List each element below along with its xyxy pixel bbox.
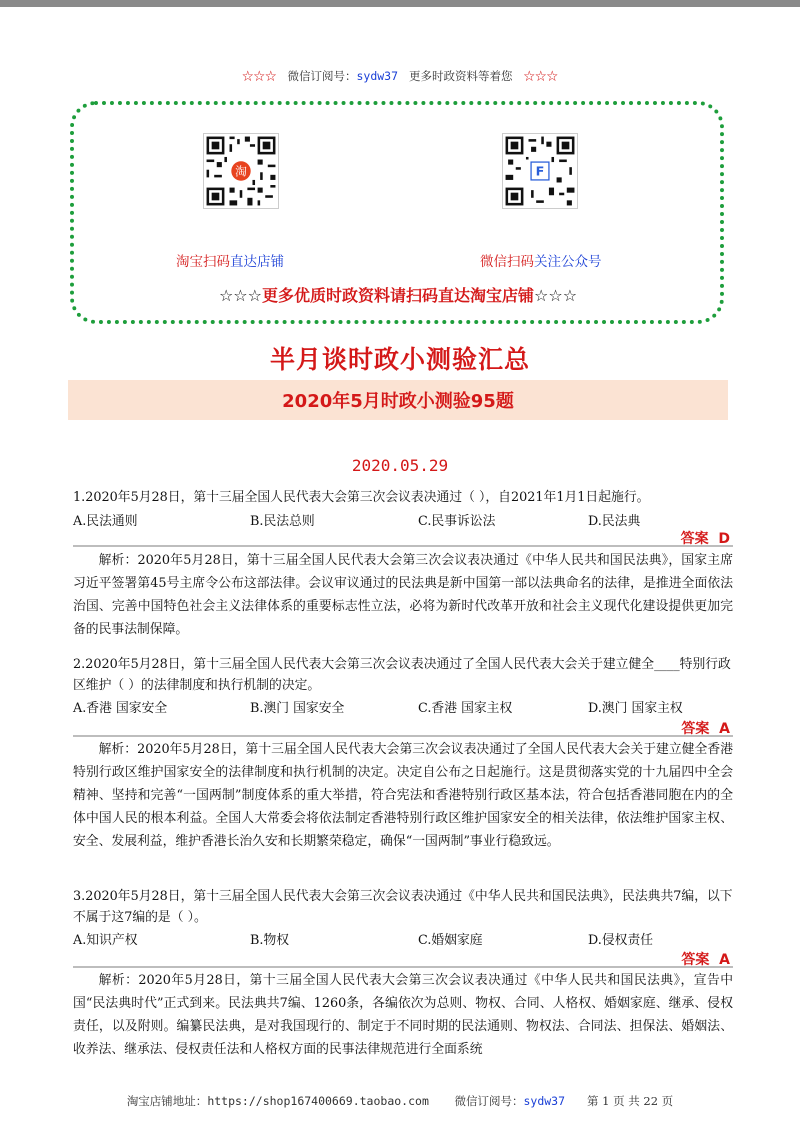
footer-shop-label: 淘宝店铺地址：	[126, 1094, 208, 1108]
option: B.民法总则	[250, 514, 315, 529]
answer-line	[560, 528, 730, 548]
answer-label: 答案	[681, 952, 710, 968]
stars-left: ☆☆☆	[242, 69, 277, 83]
top-bar	[0, 0, 800, 7]
promo-stars-right: ☆☆☆	[534, 286, 578, 305]
answer-label: 答案	[680, 531, 709, 547]
explanation: 解析：2020年5月28日，第十三届全国人民代表大会第三次会议表决通过了全国人民代表大会关于建立健全香港特别行政区维护国家安全的法律制度和执行机制的决定。决定自公布之日起施行。这是贯彻落实党的十九届四中全会精神、坚持和完善“一国两制”制度体系的重大举措，符合宪法和香港特别行政区基本法，符合包括香港同胞在内的全体中国人民的根本利益。全国人大常委会将依法制定香港特别行政区维护国家安全的相关法律，依法维护国家主权、安全、发展利益，维护香港长治久安和长期繁荣稳定，确保“一国两制”事业行稳致远。	[73, 742, 733, 849]
option: A.香港 国家安全	[73, 701, 168, 716]
wechat-badge: F	[535, 164, 545, 180]
question-options	[73, 697, 733, 717]
question-stem: 3.2020年5月28日，第十三届全国人民代表大会第三次会议表决通过《中华人民共和国民法典》，民法典共7编，以下不属于这7编的是（ ）。	[73, 889, 733, 925]
caption-red: 微信扫码	[480, 254, 534, 270]
answer-value: A	[719, 721, 730, 737]
qr-code-icon	[503, 134, 577, 208]
taobao-caption	[176, 250, 316, 270]
wechat-qr-code[interactable]	[502, 133, 578, 209]
option: C.香港 国家主权	[418, 701, 513, 716]
header-more: 更多时政资料等着您	[409, 69, 513, 83]
answer-value: A	[719, 952, 730, 968]
option: D.民法典	[588, 514, 641, 529]
promo-stars-left: ☆☆☆	[218, 286, 262, 305]
header-text: 微信订阅号：	[287, 69, 357, 83]
option: B.物权	[250, 933, 290, 948]
option: A.民法通则	[73, 514, 138, 529]
caption-blue: 直达店铺	[230, 254, 284, 270]
answer-line	[560, 949, 730, 969]
answer-value: D	[718, 531, 730, 547]
taobao-badge: 淘	[235, 164, 247, 179]
footer-sub-label: 微信订阅号：	[454, 1094, 524, 1108]
answer-label: 答案	[681, 721, 710, 737]
wechat-caption	[480, 250, 640, 270]
caption-red: 淘宝扫码	[176, 254, 230, 270]
stars-right: ☆☆☆	[523, 69, 558, 83]
option: A.知识产权	[73, 933, 138, 948]
question-options	[73, 929, 733, 949]
page-subtitle: 2020年5月时政小测验95题	[282, 391, 514, 412]
footer-shop-url[interactable]: https://shop167400669.taobao.com	[207, 1094, 429, 1108]
question-stem: 2.2020年5月28日，第十三届全国人民代表大会第三次会议表决通过了全国人民代表大会关于建立健全____特别行政区维护（ ）的法律制度和执行机制的决定。	[73, 657, 731, 693]
date-label: 2020.05.29	[351, 456, 449, 475]
header-line	[0, 68, 800, 84]
footer-sub-account: sydw37	[523, 1094, 566, 1108]
qr-code-icon	[204, 134, 278, 208]
option: C.婚姻家庭	[418, 933, 483, 948]
header-account: sydw37	[356, 69, 399, 83]
answer-line	[560, 718, 730, 738]
explanation: 解析：2020年5月28日，第十三届全国人民代表大会第三次会议表决通过《中华人民共和国民法典》，国家主席习近平签署第45号主席令公布这部法律。会议审议通过的民法典是新中国第一部以法典命名的法律，是推进全面依法治国、完善中国特色社会主义法律体系的重要标志性立法，必将为新时代改革开放和社会主义现代化建设提供更加完备的民事法制保障。	[73, 553, 733, 637]
taobao-qr-code[interactable]	[203, 133, 279, 209]
footer-page-number: 第 1 页 共 22 页	[586, 1094, 674, 1108]
promo-line	[80, 283, 716, 306]
explanation: 解析：2020年5月28日，第十三届全国人民代表大会第三次会议表决通过《中华人民共和国民法典》，宣告中国“民法典时代”正式到来。民法典共7编、1260条，各编依次为总则、物权、合同、人格权、婚姻家庭、继承、侵权责任，以及附则。编纂民法典，是对我国现行的、制定于不同时期的民法通则、物权法、合同法、担保法、婚姻法、收养法、继承法、侵权责任法和人格权方面的民事法律规范进行全面系统	[73, 973, 733, 1057]
option: B.澳门 国家安全	[250, 701, 345, 716]
promo-text: 更多优质时政资料请扫码直达淘宝店铺	[261, 286, 534, 305]
option: C.民事诉讼法	[418, 514, 496, 529]
option: D.澳门 国家主权	[588, 701, 683, 716]
question-options	[73, 510, 733, 530]
page-title: 半月谈时政小测验汇总	[269, 345, 530, 374]
question-stem: 1.2020年5月28日，第十三届全国人民代表大会第三次会议表决通过（ ），自2021年1月1日起施行。	[73, 490, 650, 505]
caption-blue: 关注公众号	[534, 254, 602, 270]
option: D.侵权责任	[588, 933, 654, 948]
page-footer	[0, 1093, 800, 1109]
